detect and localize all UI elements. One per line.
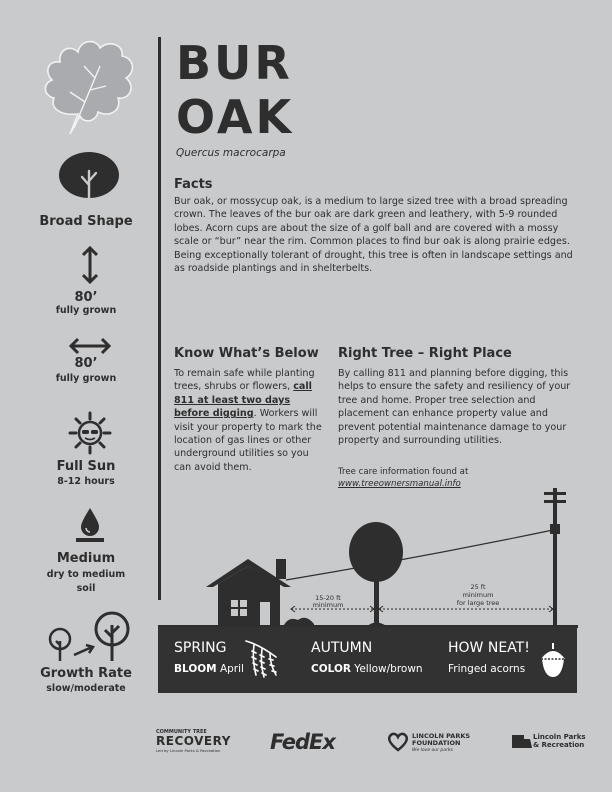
placement-diagram [158, 480, 578, 628]
growth-label: Growth Rate [40, 666, 132, 681]
height-note: fully grown [55, 305, 117, 316]
bur-oak-tree-icon [349, 522, 403, 627]
below-text-part2: . Workers will visit your property to mark the location of gas lines or other underground utilities so you can avoid them. [174, 408, 322, 473]
right-tree-section [338, 346, 578, 490]
logo4-b: & Recreation [533, 741, 585, 749]
utility-pole-icon [544, 488, 566, 627]
dist1-line2: minimum [312, 601, 344, 609]
power-line [286, 530, 553, 580]
logo4-a: Lincoln Parks [533, 733, 586, 741]
sun-note: 8-12 hours [57, 476, 115, 487]
acorn-icon [538, 641, 568, 679]
dist2-line2: minimum [462, 591, 494, 599]
title-line-1: BUR [176, 36, 293, 90]
autumn-key: COLOR [311, 663, 351, 675]
width-note: fully grown [55, 373, 117, 384]
height-value: 80’ [74, 290, 98, 305]
spring-info [174, 663, 244, 675]
dist2-line1: 25 ft [470, 583, 486, 591]
dist1-line1: 15-20 ft [315, 594, 341, 602]
logo1-sub: Led by Lincoln Parks & Recreation [156, 748, 221, 753]
height-arrow-icon [80, 245, 100, 285]
heart-logo-icon [387, 732, 409, 752]
autumn-heading: AUTUMN [311, 640, 373, 656]
logo3-a: LINCOLN PARKS [412, 732, 471, 740]
water-label: Medium [56, 551, 116, 566]
fedex-logo: FedEx [270, 730, 335, 754]
water-note-2: soil [76, 583, 96, 594]
neat-heading: HOW NEAT! [448, 640, 530, 656]
right-tree-heading: Right Tree – Right Place [338, 346, 512, 361]
logo3-c: We love our parks [412, 748, 453, 753]
growth-note: slow/moderate [46, 683, 126, 694]
catkin-bloom-icon [242, 637, 284, 681]
water-drop-icon [74, 506, 106, 544]
house-icon [206, 559, 314, 627]
lincoln-parks-recreation-logo [533, 733, 586, 749]
info-line: Tree care information found at [338, 467, 469, 478]
seasonal-info-bar [158, 627, 577, 693]
tree-owners-manual-link[interactable]: www.treeownersmanual.info [338, 479, 461, 490]
sun-icon [68, 411, 112, 455]
below-text-part1: To remain safe while planting trees, shrubs or flowers, [174, 368, 315, 393]
autumn-value: Yellow/brown [350, 663, 423, 675]
autumn-info [311, 663, 423, 675]
width-value: 80’ [74, 356, 98, 371]
growth-rate-icon [46, 611, 130, 663]
right-tree-text: By calling 811 and planning before digging, this helps to ensure the safety and resiliency of your tree and home. Proper tree selection and placement can enhance property value and prevent potential maintenance damage to your property and surrounding utilities. [338, 368, 571, 447]
call-811-emphasis: call 811 at least two days before digging [174, 381, 312, 420]
spring-value: April [216, 663, 244, 675]
below-text [174, 367, 324, 474]
below-heading: Know What’s Below [174, 346, 319, 361]
logo1-main: RECOVERY [156, 734, 231, 748]
dist2-line3: for large tree [456, 599, 500, 607]
facts-text: Bur oak, or mossycup oak, is a medium to large sized tree with a broad spreading crown. The leaves of the bur oak are dark green and leathery, with 5-9 rounded lobes. Acorn cups are about the size of a golf ball and are covered with a mossy scale or “bur” near the rim. Common places to find bur oak is along prairie edges. Being exceptionally tolerant of drought, this tree is often in landscape settings and as roadside plantings and in shelterbelts. [174, 196, 573, 275]
neat-info: Fringed acorns [448, 663, 526, 675]
facts-heading: Facts [174, 177, 213, 192]
water-note-1: dry to medium [46, 569, 126, 580]
logo3-b: FOUNDATION [412, 739, 461, 747]
sun-label: Full Sun [56, 459, 116, 474]
width-arrow-icon [68, 336, 112, 356]
spring-heading: SPRING [174, 640, 227, 656]
spring-key: BLOOM [174, 663, 217, 675]
shape-label: Broad Shape [39, 214, 133, 229]
logo1-top: COMMUNITY TREE [156, 729, 207, 735]
broad-shape-tree-icon [58, 151, 120, 207]
nebraska-state-icon [511, 733, 533, 749]
title-line-2: OAK [176, 90, 295, 144]
oak-leaf-icon [40, 36, 136, 136]
latin-name: Quercus macrocarpa [176, 147, 286, 159]
facts-section [174, 177, 574, 275]
below-section [174, 346, 324, 474]
lincoln-parks-foundation-logo [412, 733, 470, 754]
community-tree-recovery-logo [156, 729, 236, 753]
